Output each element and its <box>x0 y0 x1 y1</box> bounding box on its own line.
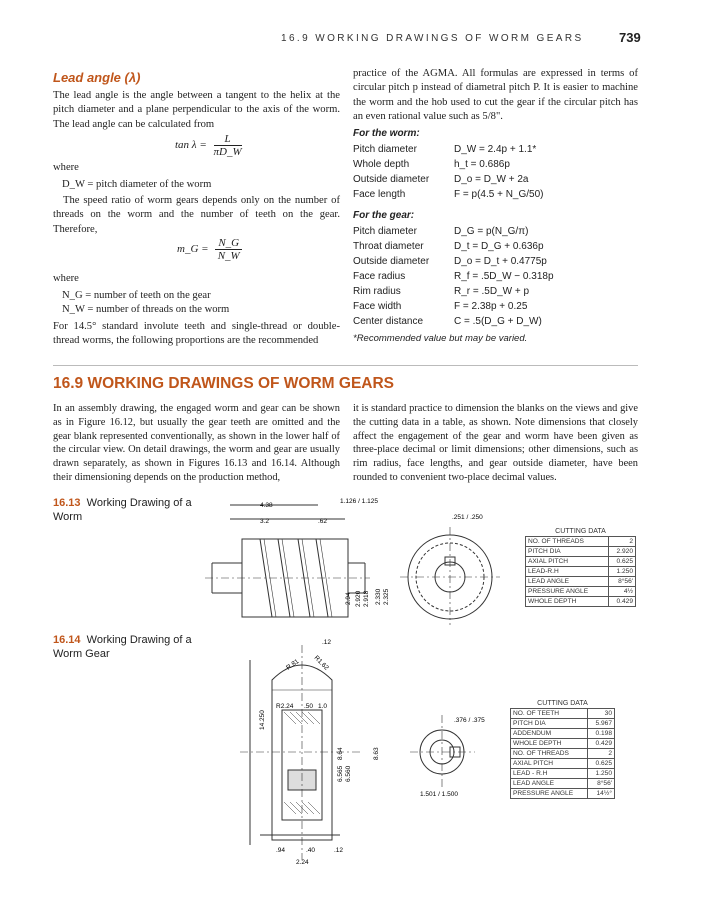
gear-formulas-heading: For the gear: <box>353 210 415 221</box>
table-cell-label: NO. OF THREADS <box>526 537 609 547</box>
dim-top: .12 <box>322 639 332 646</box>
section-divider <box>53 365 638 366</box>
table-cell-label: PITCH DIA <box>526 547 609 557</box>
table-row <box>526 597 636 607</box>
formula-label: Outside diameter <box>353 174 430 185</box>
formula-label: Face length <box>353 189 406 200</box>
formula-lhs: m_G = <box>177 243 209 256</box>
formula-lhs: tan λ = <box>175 139 207 152</box>
dim-radius: R.81 <box>285 658 301 672</box>
table-cell-value: 4½ <box>609 587 636 597</box>
formula-expression: R_f = .5D_W − 0.318p <box>454 271 554 282</box>
formula-row <box>353 224 638 239</box>
table-cell-value: 8°56' <box>588 779 615 789</box>
worm-gear-drawing <box>210 630 500 870</box>
dim-hub: 6.565 <box>337 765 344 782</box>
table-row <box>511 789 615 799</box>
dim-chamfer: .62 <box>318 518 328 525</box>
formula-label: Throat diameter <box>353 241 424 252</box>
formula-label: Face radius <box>353 271 406 282</box>
table-cell-value: 1.250 <box>609 567 636 577</box>
table-row <box>511 709 615 719</box>
formula-label: Face width <box>353 301 402 312</box>
figure-number: 16.14 <box>53 634 81 646</box>
dim-hub: 6.560 <box>345 765 352 782</box>
dim-bottom: .40 <box>306 847 316 854</box>
table-cell-value: 0.429 <box>609 597 636 607</box>
figure-caption-text: Working Drawing of a Worm <box>53 497 192 523</box>
table-cell-label: PRESSURE ANGLE <box>511 789 588 799</box>
formula-label: Rim radius <box>353 286 401 297</box>
lead-angle-paragraph: The lead angle is the angle between a tangent to the helix at the pitch diameter and a plane perpendicular to the axis of the worm. The lead angle can be calculated from <box>53 90 340 130</box>
formula-label: Pitch diameter <box>353 144 417 155</box>
table-row <box>511 759 615 769</box>
gear-cutting-data <box>510 700 615 799</box>
dim-dia: 2.920 <box>355 590 362 607</box>
formula-row <box>353 142 638 157</box>
table-cell-value: 5.967 <box>588 719 615 729</box>
figure-13-caption <box>53 496 193 524</box>
formula-row <box>353 187 638 202</box>
lead-angle-formula <box>175 133 242 158</box>
formula-row <box>353 284 638 299</box>
section-title: 16.9 WORKING DRAWINGS OF WORM GEARS <box>53 375 395 392</box>
table-row <box>511 749 615 759</box>
dim-keyway: 1.126 / 1.125 <box>340 498 378 505</box>
where-label: where <box>53 273 79 284</box>
dim-bore: .251 / .250 <box>452 514 483 521</box>
table-cell-label: AXIAL PITCH <box>526 557 609 567</box>
table-row <box>511 739 615 749</box>
formula-expression: R_r = .5D_W + p <box>454 286 530 297</box>
lead-angle-heading: Lead angle (λ) <box>53 70 141 85</box>
formula-row <box>353 269 638 284</box>
footnote: *Recommended value but may be varied. <box>353 333 528 344</box>
table-cell-label: LEAD - R.H <box>511 769 588 779</box>
table-cell-value: 0.429 <box>588 739 615 749</box>
formula-row <box>353 314 638 329</box>
figure-caption-text: Working Drawing of a Worm Gear <box>53 634 192 660</box>
formula-expression: D_W = 2.4p + 1.1* <box>454 144 537 155</box>
table-cell-label: ADDENDUM <box>511 729 588 739</box>
dim-rim-radius: R2.24 <box>276 703 294 710</box>
dim-overall: 4.38 <box>260 502 273 509</box>
table-cell-label: WHOLE DEPTH <box>511 739 588 749</box>
table-cell-value: 8°56' <box>609 577 636 587</box>
formula-numerator: L <box>214 133 242 146</box>
figure-14-caption <box>53 633 203 661</box>
formula-row <box>353 299 638 314</box>
table-cell-value: 0.625 <box>609 557 636 567</box>
table-cell-label: WHOLE DEPTH <box>526 597 609 607</box>
formula-expression: h_t = 0.686p <box>454 159 510 170</box>
formula-expression: F = p(4.5 + N_G/50) <box>454 189 544 200</box>
table-cell-label: LEAD-R.H <box>526 567 609 577</box>
table-row <box>526 567 636 577</box>
formula-expression: D_G = p(N_G/π) <box>454 226 529 237</box>
dim-face: 3.2 <box>260 518 270 525</box>
formula-label: Whole depth <box>353 159 410 170</box>
table-row <box>511 719 615 729</box>
dim-dia: 2.325 <box>383 588 390 605</box>
page-number: 739 <box>619 30 641 45</box>
dim-radius: R1.62 <box>312 654 330 672</box>
worm-cutting-data <box>525 528 636 607</box>
agma-paragraph: practice of the AGMA. All formulas are expressed in terms of circular pitch p instead of diametral pitch P. It is easier to machine the worm and the hob used to cut the gear if the circular pitch has an even rational value such as 5/8". <box>353 68 638 123</box>
dim-web: .50 <box>304 703 314 710</box>
table-cell-label: LEAD ANGLE <box>511 779 588 789</box>
table-row <box>511 769 615 779</box>
cutting-data-title: CUTTING DATA <box>555 528 606 535</box>
formula-expression: D_t = D_G + 0.636p <box>454 241 544 252</box>
dim-dia: 2.918 <box>363 590 370 607</box>
table-row <box>526 547 636 557</box>
running-header: 16.9 WORKING DRAWINGS OF WORM GEARS <box>281 33 584 44</box>
where-label: where <box>53 162 79 173</box>
table-cell-value: 1.250 <box>588 769 615 779</box>
dim-keyway: .376 / .375 <box>454 717 485 724</box>
dim-dia: 2.330 <box>375 588 382 605</box>
dim-width: 14.250 <box>259 710 266 730</box>
table-cell-value: 0.198 <box>588 729 615 739</box>
dim-pd: 8.63 <box>373 747 380 760</box>
formula-denominator: πD_W <box>213 146 242 158</box>
table-cell-label: LEAD ANGLE <box>526 577 609 587</box>
formula-row <box>353 172 638 187</box>
definition-ng: N_G = number of teeth on the gear <box>62 290 211 301</box>
dim-web: 1.0 <box>318 703 328 710</box>
worm-drawing <box>200 497 520 627</box>
dim-total: 2.24 <box>296 859 309 866</box>
table-cell-label: PRESSURE ANGLE <box>526 587 609 597</box>
table-cell-label: AXIAL PITCH <box>511 759 588 769</box>
formula-expression: C = .5(D_G + D_W) <box>454 316 542 327</box>
table-cell-value: 30 <box>588 709 615 719</box>
table-cell-value: 2.920 <box>609 547 636 557</box>
worm-formulas-heading: For the worm: <box>353 128 420 139</box>
table-cell-value: 2 <box>588 749 615 759</box>
dim-od: 8.64 <box>337 747 344 760</box>
formula-numerator: N_G <box>215 237 242 250</box>
formula-row <box>353 157 638 172</box>
definition-nw: N_W = number of threads on the worm <box>62 304 230 315</box>
table-cell-value: 0.625 <box>588 759 615 769</box>
table-row <box>526 537 636 547</box>
section-paragraph-left: In an assembly drawing, the engaged worm and gear can be shown as in Figure 16.12, but usually the gear teeth are omitted and the gear blank represented conventionally, as shown in the lower half of the circular view. On detail drawings, the worm and gear are usually drawn separately, as shown in Figures 16.13 and 16.14. Although their dimensioning depends on the production method, <box>53 403 340 483</box>
table-row <box>511 779 615 789</box>
dim-bottom: .12 <box>334 847 344 854</box>
formula-expression: D_o = D_t + 0.4775p <box>454 256 547 267</box>
dim-dia: 2.94 <box>345 592 352 605</box>
table-row <box>526 557 636 567</box>
formula-expression: F = 2.38p + 0.25 <box>454 301 528 312</box>
table-row <box>511 729 615 739</box>
table-row <box>526 587 636 597</box>
cutting-data-table <box>525 536 636 607</box>
formula-expression: D_o = D_W + 2a <box>454 174 529 185</box>
figure-number: 16.13 <box>53 497 81 509</box>
cutting-data-title: CUTTING DATA <box>537 700 588 707</box>
formula-label: Center distance <box>353 316 424 327</box>
speed-ratio-formula <box>177 237 242 262</box>
worm-formulas <box>353 142 638 202</box>
table-cell-value: 14½° <box>588 789 615 799</box>
cutting-data-table <box>510 708 615 799</box>
table-cell-label: PITCH DIA <box>511 719 588 729</box>
table-cell-label: NO. OF THREADS <box>511 749 588 759</box>
formula-label: Outside diameter <box>353 256 430 267</box>
formula-label: Pitch diameter <box>353 226 417 237</box>
table-row <box>526 577 636 587</box>
dim-bottom: .94 <box>276 847 286 854</box>
section-paragraph-right: it is standard practice to dimension the blanks on the views and give the cutting data in a table, as shown. Note dimensions that closely affect the engagement of the gear and worm have been given as three-place decimal or limit dimensions; other dimensions, such as rim radius, face lengths, and gear outside diameter, have been rounded to convenient two-place decimal values. <box>353 403 638 483</box>
definition-dw: D_W = pitch diameter of the worm <box>62 179 212 190</box>
formula-row <box>353 239 638 254</box>
table-cell-value: 2 <box>609 537 636 547</box>
formula-row <box>353 254 638 269</box>
formula-denominator: N_W <box>217 250 240 262</box>
speed-ratio-paragraph: The speed ratio of worm gears depends only on the number of threads on the worm and the number of teeth on the gear. Therefore, <box>53 195 340 235</box>
gear-formulas <box>353 224 638 329</box>
table-cell-label: NO. OF TEETH <box>511 709 588 719</box>
dim-bore: 1.501 / 1.500 <box>420 791 458 798</box>
proportions-paragraph: For 14.5° standard involute teeth and single-thread or double-thread worms, the following proportions are the recommended <box>53 321 340 347</box>
